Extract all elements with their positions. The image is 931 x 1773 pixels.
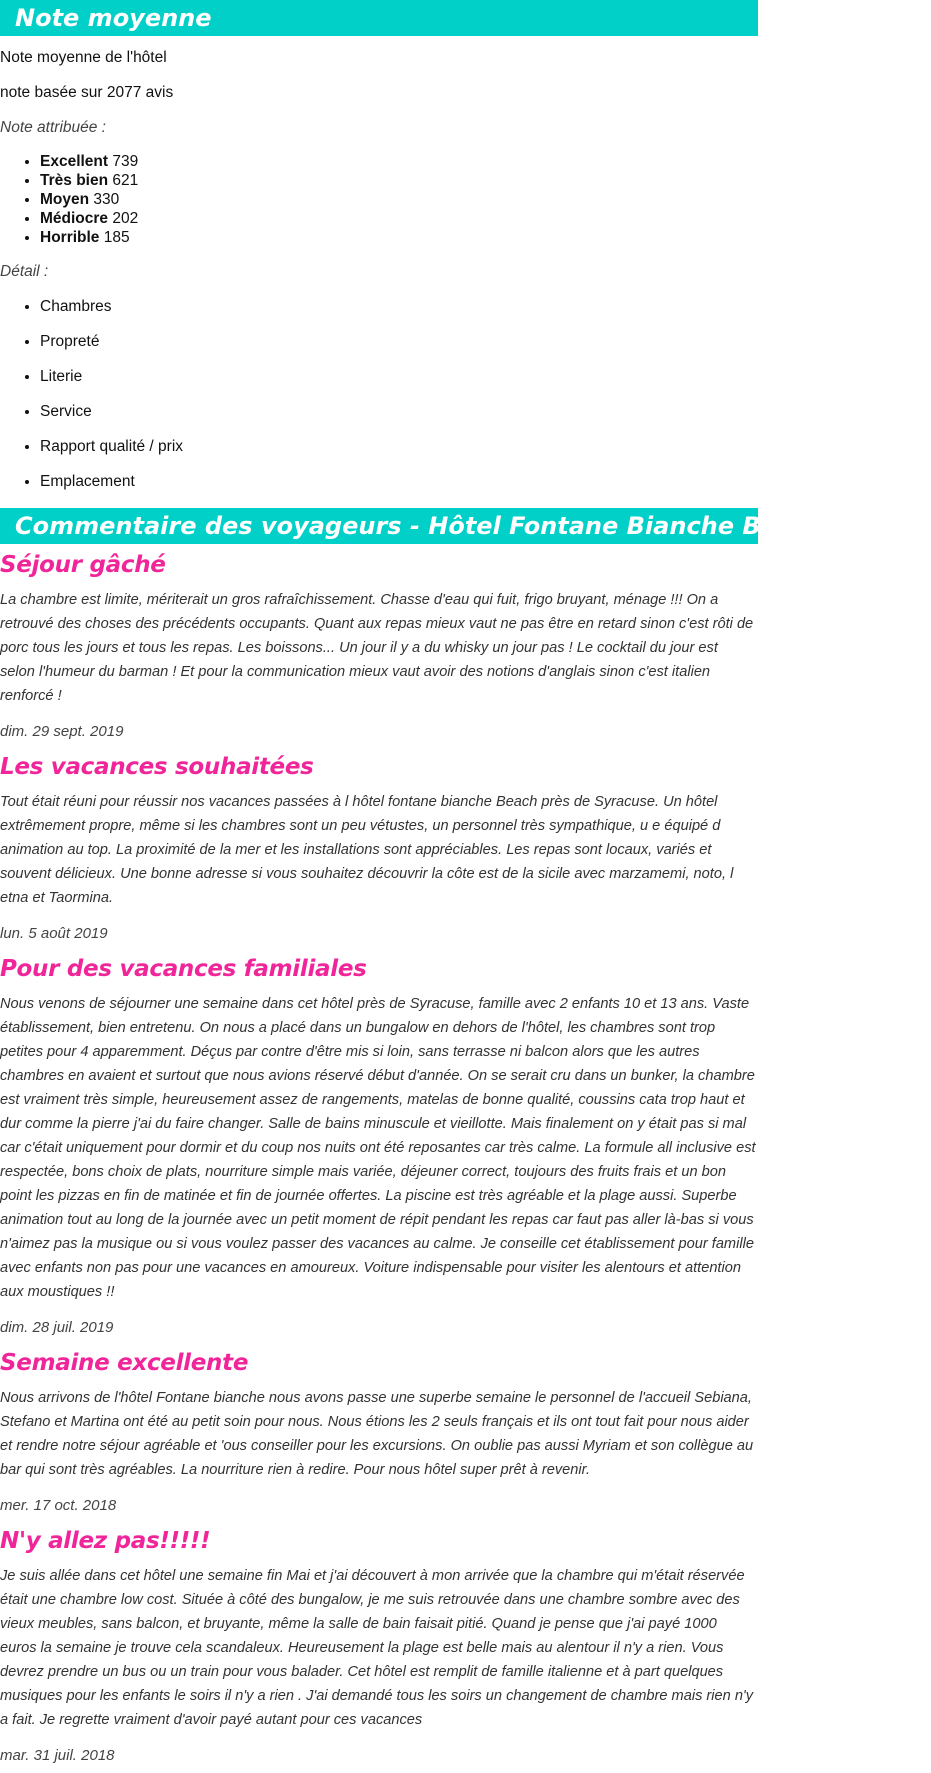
detail-label: Détail : <box>0 263 49 280</box>
rating-count-value: 739 <box>112 153 139 170</box>
rating-header: Note moyenne <box>0 0 758 36</box>
review-date: mar. 31 juil. 2018 <box>0 1747 115 1764</box>
review <box>0 952 758 1338</box>
detail-item-rapport-qualite-prix: • Rapport qualité / prix <box>40 437 758 457</box>
review-title: Semaine excellente <box>0 1350 249 1376</box>
rating-count-value: 202 <box>112 210 139 227</box>
rating-count-label: Horrible <box>40 229 100 246</box>
review <box>0 548 758 742</box>
review-title: Les vacances souhaitées <box>0 754 314 780</box>
rating-count-item <box>40 152 758 171</box>
review-body: Nous venons de séjourner une semaine dans cet hôtel près de Syracuse, famille avec 2 enfants 10 et 13 ans. Vaste établissement, bien entretenu. On nous a placé dans un bungalow en dehors de l'hôtel, les chambres sont trop petites pour 4 apparemment. Déçus par contre d'être mis si loin, sans terrasse ni balcon alors que les autres chambres en avaient et surtout que nous avions réservé début d'année. On se serait cru dans un bunker, la chambre est vraiment très simple, heureusement assez de rangements, matelas de bonne qualité, coussins cata trop haut et dur comme la pierre j'ai du faire changer. Salle de bains minuscule et vieillotte. Mais finalement on y était pas si mal car c'était uniquement pour dormir et du coup nos nuits ont été reposantes car très calme. La formule all inclusive est respectée, bons choix de plats, nourriture simple mais variée, déjeuner correct, toujours des fruits frais et un bon point les pizzas en fin de matinée et fin de journée offertes. La piscine est très agréable et la plage aussi. Superbe animation tout au long de la journée avec un petit moment de répit pendant les repas car faut pas aller là-bas si vous n'aimez pas la musique ou si vous voulez passer des vacances au calme. Je conseille cet établissement pour famille avec enfants non pas pour une vacances en amoureux. Voiture indispensable pour visiter les alentours et attention aux moustiques !! <box>0 996 756 1300</box>
rating-subtitle: Note moyenne de l'hôtel <box>0 49 167 66</box>
review-date: dim. 29 sept. 2019 <box>0 723 124 740</box>
review-date: lun. 5 août 2019 <box>0 925 108 942</box>
rating-based-on: note basée sur 2077 avis <box>0 84 174 101</box>
review-title: N'y allez pas!!!!! <box>0 1528 211 1554</box>
rating-count-label: Excellent <box>40 153 109 170</box>
review-body: La chambre est limite, mériterait un gros rafraîchissement. Chasse d'eau qui fuit, frigo bruyant, ménage !!! On a retrouvé des choses des précédents occupants. Quant aux repas mieux vaut ne pas être en retard sinon c'est rôti de porc tous les jours et tous les repas. Les boissons... Un jour il y a du whisky un jour pas ! Le cocktail du jour est selon l'humeur du barman ! Et pour la communication mieux vaut avoir des notions d'anglais sinon c'est italien renforcé ! <box>0 592 754 704</box>
rating-attributed-label: Note attribuée : <box>0 119 106 136</box>
review-title: Pour des vacances familiales <box>0 956 367 982</box>
rating-count-value: 621 <box>112 172 139 189</box>
rating-count-value: 330 <box>93 191 120 208</box>
review-title: Séjour gâché <box>0 552 166 578</box>
rating-count-item <box>40 171 758 190</box>
rating-count-label: Moyen <box>40 191 90 208</box>
rating-count-label: Très bien <box>40 172 109 189</box>
detail-item-service: • Service <box>40 402 758 422</box>
detail-item-chambres: • Chambres <box>40 297 758 317</box>
rating-count-item <box>40 209 758 228</box>
review-body: Tout était réuni pour réussir nos vacances passées à l hôtel fontane bianche Beach près de Syracuse. Un hôtel extrêmement propre, même si les chambres sont un peu vétustes, un personnel très sympathique, u e équipé d animation au top. La proximité de la mer et les installations sont appréciables. Les repas sont locaux, variés et souvent délicieux. Une bonne adresse si vous souhaitez découvrir la côte est de la sicile avec marzamemi, noto, l etna et Taormina. <box>0 794 734 906</box>
review-date: dim. 28 juil. 2019 <box>0 1319 114 1336</box>
reviews-header: Commentaire des voyageurs - Hôtel Fontane Bianche Beach Club 4* <box>0 508 758 544</box>
review <box>0 1346 758 1516</box>
rating-counts-list <box>0 152 758 247</box>
review-date: mer. 17 oct. 2018 <box>0 1497 117 1514</box>
detail-list <box>0 297 758 492</box>
detail-item-proprete: • Propreté <box>40 332 758 352</box>
rating-count-item <box>40 228 758 247</box>
review <box>0 750 758 944</box>
detail-item-emplacement: • Emplacement <box>40 472 758 492</box>
review-body: Nous arrivons de l'hôtel Fontane bianche nous avons passe une superbe semaine le personnel de l'accueil Sebiana, Stefano et Martina ont été au petit soin pour nous. Nous étions les 2 seuls français et ils ont tout fait pour nous aider et rendre notre séjour agréable et 'ous conseiller pour les excursions. On oublie pas aussi Myriam et son collègue au bar qui sont très agréables. La nourriture rien à redire. Pour nous hôtel super prêt à revenir. <box>0 1390 754 1478</box>
detail-item-literie: • Literie <box>40 367 758 387</box>
rating-count-value: 185 <box>103 229 130 246</box>
rating-count-item <box>40 190 758 209</box>
review-body: Je suis allée dans cet hôtel une semaine fin Mai et j'ai découvert à mon arrivée que la chambre qui m'était réservée était une chambre low cost. Située à côté des bungalow, je me suis retrouvée dans une chambre sombre avec des vieux meubles, sans balcon, et bruyante, même la salle de bain faisait pitié. Quand je pense que j'ai payé 1000 euros la semaine je trouve cela scandaleux. Heureusement la plage est belle mais au alentour il n'y a rien. Vous devrez prendre un bus ou un train pour vous balader. Cet hôtel est remplit de famille italienne et à part quelques musiques pour les enfants le soirs il n'y a rien . J'ai demandé tous les soirs un changement de chambre mais rien n'y a fait. Je regrette vraiment d'avoir payé autant pour ces vacances <box>0 1568 754 1728</box>
review <box>0 1524 758 1766</box>
rating-count-label: Médiocre <box>40 210 109 227</box>
